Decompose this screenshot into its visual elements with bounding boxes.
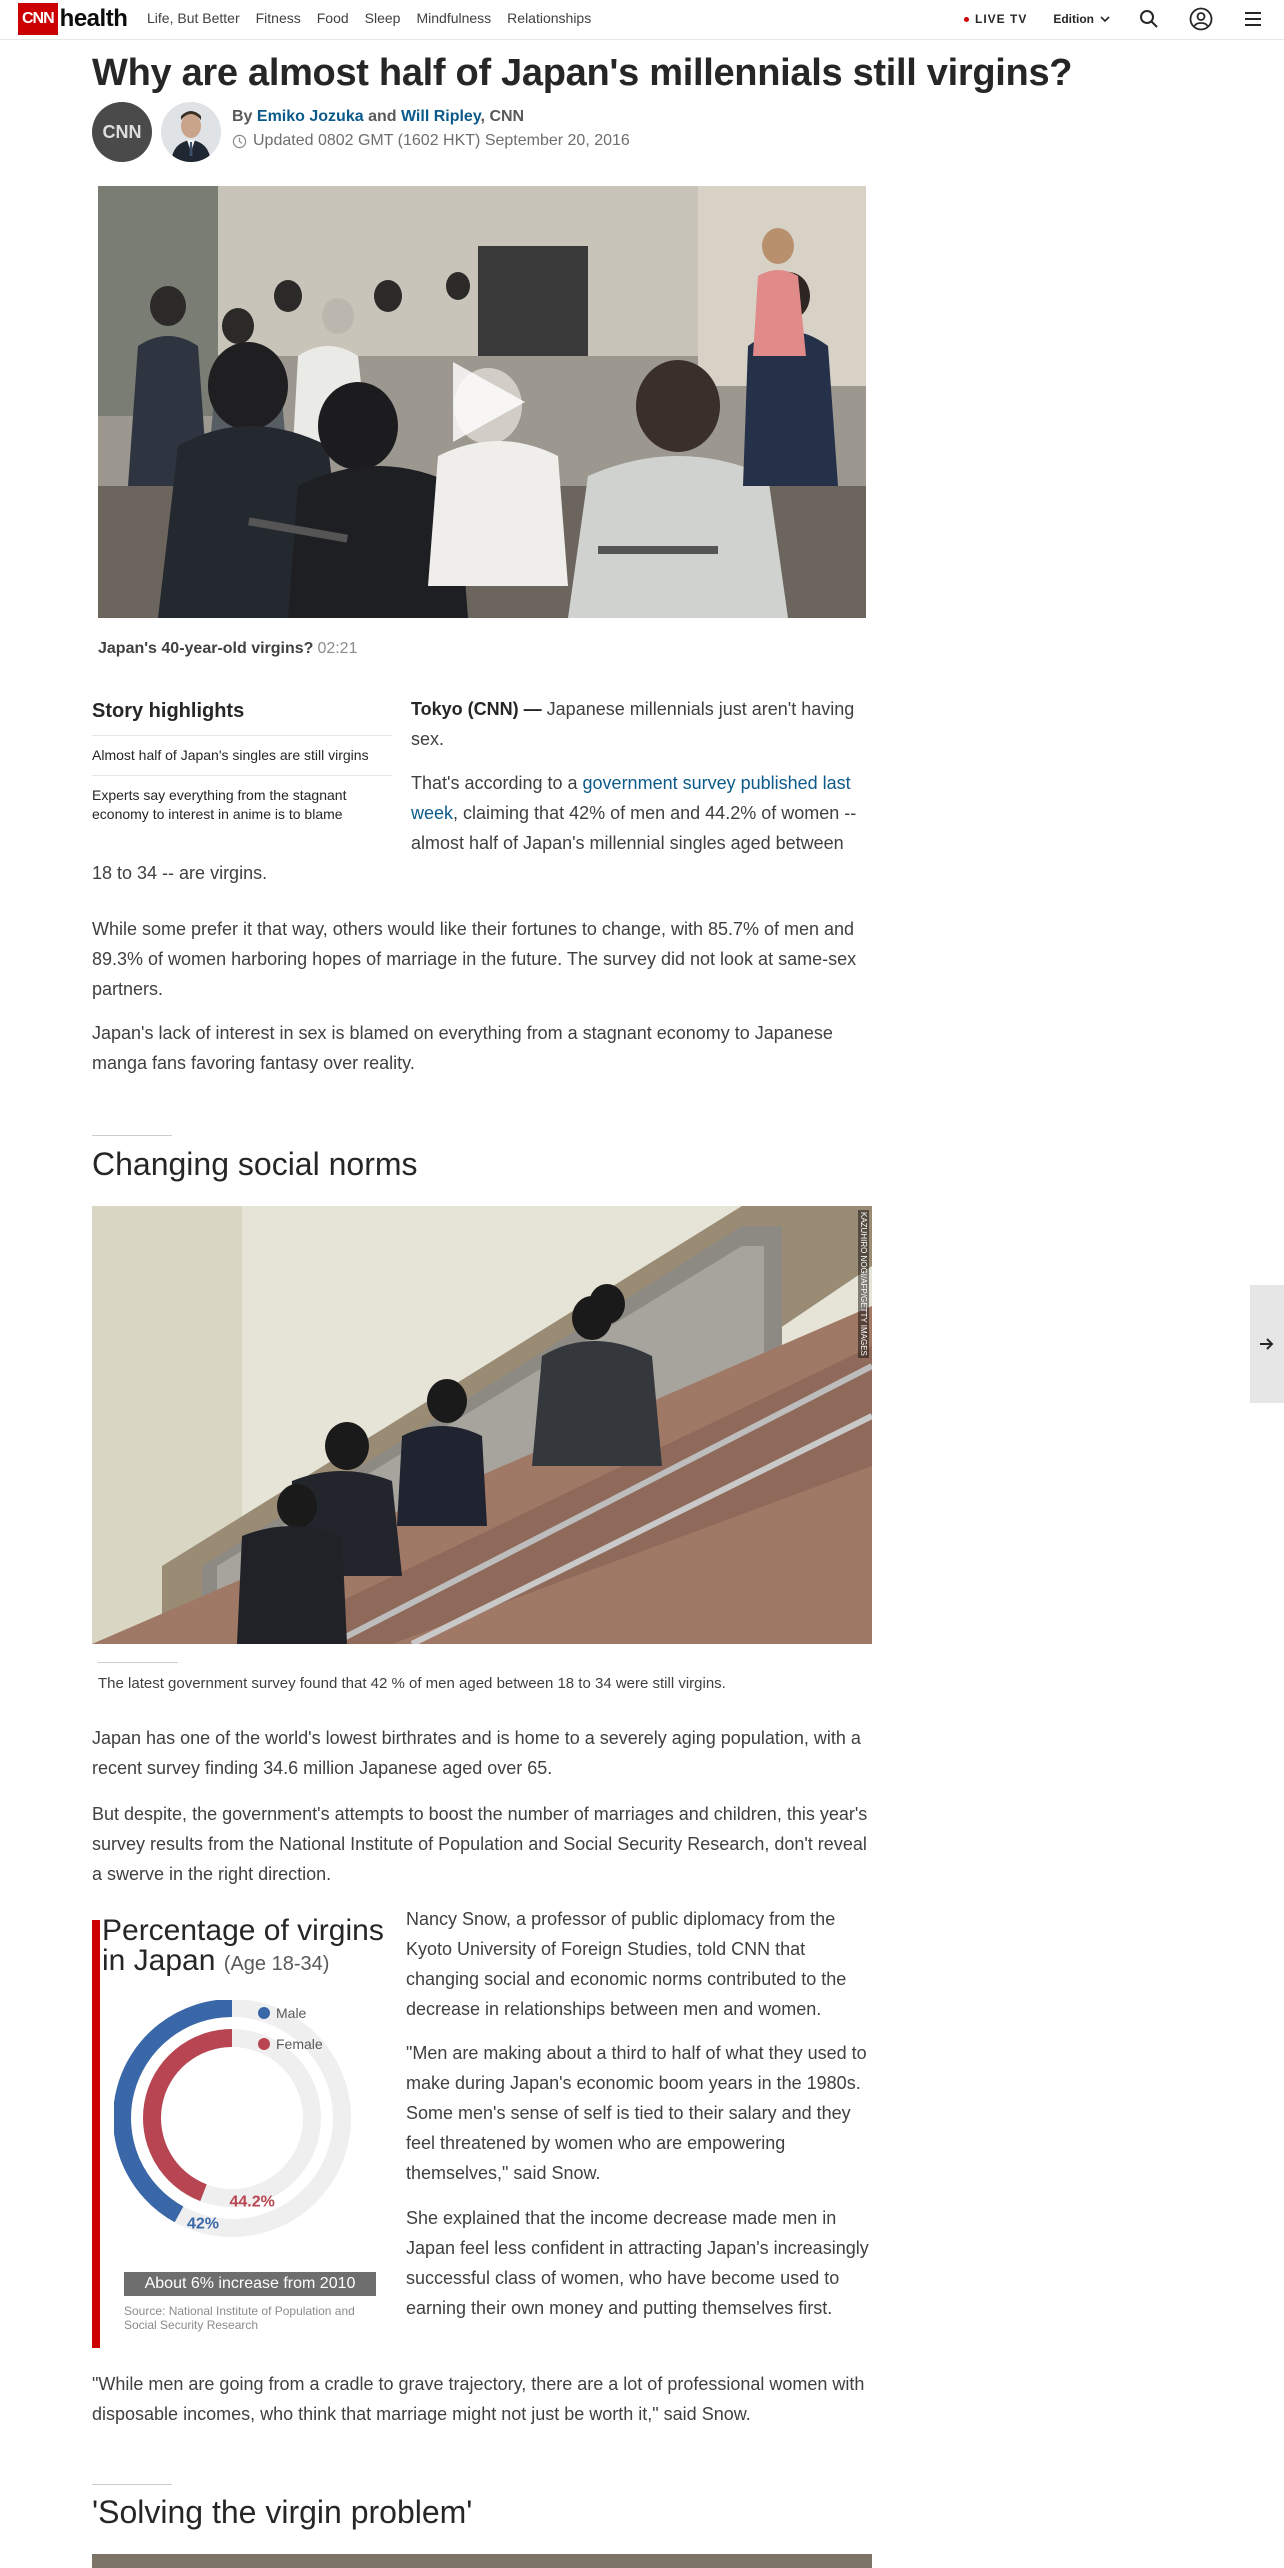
hamburger-menu-icon [1244,11,1262,27]
highlight-item: Almost half of Japan's singles are still virgins [92,736,392,776]
account-button[interactable] [1188,6,1214,32]
paragraph-survey-continued: 18 to 34 -- are virgins. [92,863,268,883]
edition-dropdown[interactable] [1053,12,1110,26]
data-label-female: 44.2% [229,2193,275,2211]
author-link-will-ripley[interactable]: Will Ripley [400,108,481,125]
chart-subtitle: (Age 18-34) [223,1953,330,1975]
section-divider [92,1135,172,1136]
paragraph-marriage-hopes: While some prefer it that way, others would like their fortunes to change, with 85.7% of men and 89.3% of women harboring hopes of marriage in the future. The survey did not look at same-sex partners. [92,919,857,999]
video-caption [98,640,357,658]
legend-label-male: Male [276,2005,307,2021]
menu-button[interactable] [1240,6,1266,32]
section-divider [92,2484,172,2485]
paragraph-government-attempts: But despite, the government's attempts to boost the number of marriages and children, this year's survey results from the National Institute of Population and Social Security Research, don't reveal a swerve in the right direction. [92,1804,868,1884]
search-icon [1139,9,1159,29]
section-logo-text: health [59,5,128,32]
cnn-author-avatar[interactable] [92,102,152,162]
caption-divider [98,1662,178,1663]
dateline: Tokyo (CNN) — [411,699,542,719]
byline-org: , CNN [480,108,525,125]
survey-text-start: That's according to a [411,773,583,793]
video-title[interactable]: Japan's 40-year-old virgins? [98,640,314,657]
user-icon [1189,7,1213,31]
paragraph-men-making: "Men are making about a third to half of what they used to make during Japan's economic boom years in the 1980s. Some men's sense of self is tied to their salary and they feel threatened by women who are empowering themselves," said Snow. [406,2043,867,2183]
ring-arc-female [152,2038,232,2193]
byline-and: and [368,108,397,125]
nav-link-sleep[interactable]: Sleep [364,10,401,26]
nav-link-food[interactable]: Food [316,10,349,26]
play-button-icon[interactable] [453,362,525,442]
chevron-down-icon [1100,15,1110,23]
legend-label-female: Female [276,2036,323,2052]
chart-title: Percentage of virgins in Japan [102,1914,384,1977]
updated-text: Updated 0802 GMT (1602 HKT) September 20, 2016 [253,132,630,149]
infographic-title [102,1916,402,1979]
avatar-logo-text: CNN [102,121,142,142]
virgins-infographic [92,1914,384,2348]
edition-label: Edition [1053,12,1094,26]
paragraph-income-decrease: She explained that the income decrease made men in Japan feel less confident in attracting Japan's increasingly successful class of women, who have become used to earning their own money and putting themselves first. [406,2208,869,2318]
live-dot-icon [964,17,969,22]
nav-link-life-but-better[interactable]: Life, But Better [147,10,240,26]
arrow-right-icon [1259,1337,1275,1351]
survey-text-end: , claiming that 42% of men and 44.2% of women -- almost half of Japan's millennial singles aged between [411,803,857,853]
infographic-source: Source: National Institute of Population and Social Security Research [124,2304,355,2332]
top-navigation-bar [0,0,1284,40]
next-article-tab[interactable] [1250,1285,1284,1403]
video-duration: 02:21 [317,640,358,657]
article-photo[interactable] [92,1206,872,1644]
video-player[interactable] [98,186,866,618]
paragraph-nancy-snow: Nancy Snow, a professor of public diplomacy from the Kyoto University of Foreign Studies, told CNN that changing social and economic norms contributed to the decrease in relationships between men and women. [406,1909,847,2019]
cnn-health-logo[interactable] [18,3,127,35]
photo-credit: KAZUHIRO NOGI/AFP/GETTY IMAGES [859,1212,868,1356]
article-headline: Why are almost half of Japan's millennials still virgins? [92,52,1073,94]
live-tv-label: LIVE TV [974,12,1028,26]
photo-caption: The latest government survey found that 42 % of men aged between 18 to 34 were still virgins. [98,1675,726,1692]
header-actions [964,6,1266,32]
nav-link-relationships[interactable]: Relationships [507,10,592,26]
legend-swatch-male [258,2007,270,2019]
section-nav [147,10,591,26]
legend-swatch-female [258,2038,270,2050]
author-link-emiko-jozuka[interactable]: Emiko Jozuka [256,108,364,125]
legend-male [258,2005,306,2021]
byline [232,108,524,126]
next-article-photo[interactable] [92,2554,872,2568]
donut-chart [114,2000,384,2270]
section-heading-solving-virgin-problem: 'Solving the virgin problem' [92,2494,473,2530]
updated-timestamp [232,132,630,150]
highlight-item: Experts say everything from the stagnant economy to interest in anime is to blame [92,787,347,822]
infographic-banner: About 6% increase from 2010 [124,2272,376,2296]
paragraph-cradle-to-grave: "While men are going from a cradle to grave trajectory, there are a lot of professional women with disposable incomes, who think that marriage might not just be worth it," said Snow. [92,2374,865,2424]
author-avatar-will-ripley[interactable] [161,102,221,162]
paragraph-lack-of-interest: Japan's lack of interest in sex is blamed on everything from a stagnant economy to Japanese manga fans favoring fantasy over reality. [92,1023,833,1073]
story-highlights-title: Story highlights [92,700,392,736]
nav-link-mindfulness[interactable]: Mindfulness [416,10,492,26]
paragraph-birthrate: Japan has one of the world's lowest birthrates and is home to a severely aging population, with a recent survey finding 34.6 million Japanese aged over 65. [92,1728,861,1778]
author-portrait-image [161,102,221,162]
live-tv-link[interactable] [964,12,1027,26]
clock-icon [232,134,247,149]
photo-image [92,1206,872,1644]
government-survey-link[interactable]: government survey published last week [411,773,851,823]
byline-prefix: By [232,108,253,125]
cnn-logo-mark: CNN [18,3,58,35]
search-button[interactable] [1136,6,1162,32]
intro-text: Japanese millennials just aren't having sex. [411,699,855,749]
data-label-male: 42% [187,2215,220,2233]
legend-female [258,2036,323,2052]
paragraph-survey [411,768,871,858]
paragraph-intro [411,694,871,754]
story-highlights [92,700,392,834]
nav-link-fitness[interactable]: Fitness [255,10,301,26]
section-heading-changing-social-norms: Changing social norms [92,1146,418,1182]
